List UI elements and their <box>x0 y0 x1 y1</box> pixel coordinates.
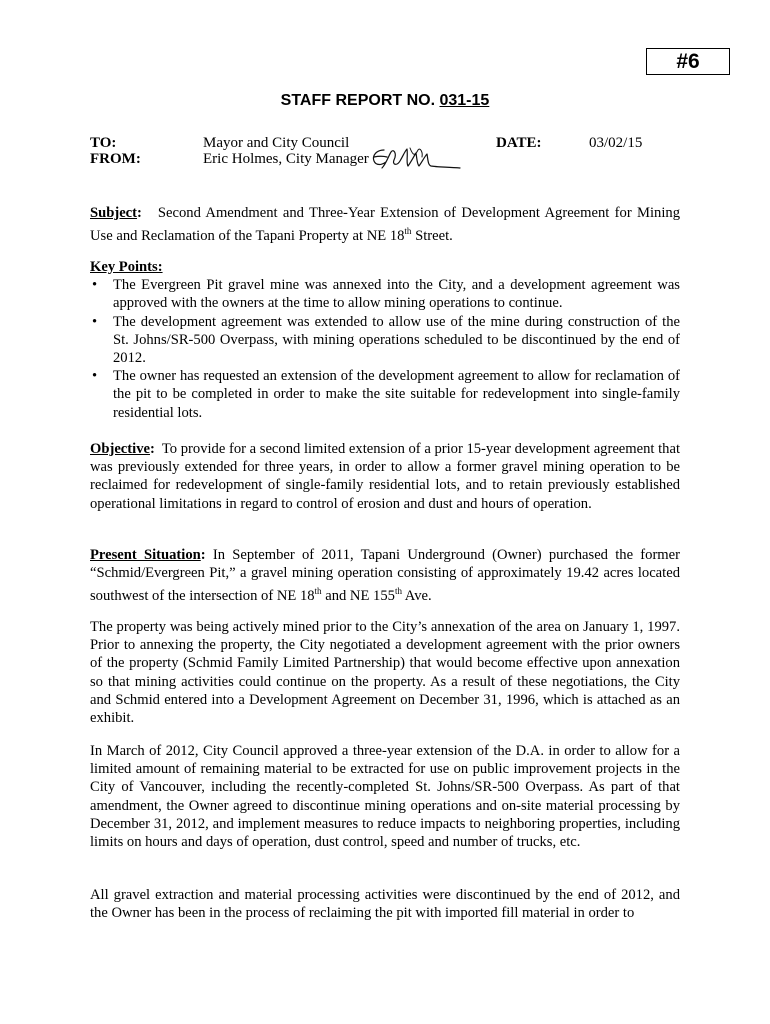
signature-image <box>370 144 462 174</box>
from-label: FROM: <box>90 151 141 167</box>
list-item: • The owner has requested an extension of the development agreement to allow for reclamation of the pit to be completed in order to make the site suitable for redevelopment into single-family residential lots. <box>90 367 680 422</box>
subject-text-end: Street. <box>411 228 453 245</box>
body-paragraph: The property was being actively mined prior to the City’s annexation of the area on January 1, 1997. Prior to annexing the property, the City negotiated a development agreement with the prior owners of the property (Schmid Family Limited Partnership) that would become effective upon annexation so that mining activities could continue on the property. As a result of these negotiations, the City and Schmid entered into a Development Agreement on December 31, 1996, which is attached as an exhibit. <box>90 619 680 727</box>
report-title <box>0 92 770 110</box>
subject-superscript: th <box>404 226 412 237</box>
present-situation-paragraph: Present Situation: In September of 2011, Tapani Underground (Owner) purchased the former “Schmid/Evergreen Pit,” a gravel mining operation consisting of approximately 19.42 acres located southwest of the intersection of NE 18th and NE 155th Ave. <box>90 547 680 605</box>
objective-label: Objective <box>90 441 150 457</box>
body-paragraph: All gravel extraction and material processing activities were discontinued by the end of 2012, and the Owner has been in the process of reclaiming the pit with imported fill material in order to <box>90 887 680 922</box>
body-paragraph: In March of 2012, City Council approved a three-year extension of the D.A. in order to allow for a limited amount of remaining material to be extracted for use on public improvement projects in the City of Vancouver, including the recently-completed St. Johns/SR-500 Overpass. As part of that amendment, the Owner agreed to discontinue mining operations and on-site material processing by December 31, 2012, and implement measures to reduce impacts to neighboring properties, including limits on hours and days of operation, dust control, speed and number of trucks, etc. <box>90 743 680 851</box>
to-value: Mayor and City Council <box>203 135 350 151</box>
from-value: Eric Holmes, City Manager <box>203 151 369 167</box>
present-situation-label: Present Situation <box>90 547 201 563</box>
key-points-label: Key Points: <box>90 259 163 275</box>
item-number-box <box>646 48 730 75</box>
date-label: DATE: <box>496 135 542 151</box>
key-points-section <box>90 258 680 422</box>
subject-text: Second Amendment and Three-Year Extension of Development Agreement for Mining Use and Reclamation of the Tapani Property at NE 18 <box>90 205 680 245</box>
subject-paragraph: Subject: Second Amendment and Three-Year Extension of Development Agreement for Mining Use and Reclamation of the Tapani Property at NE 18th Street. <box>90 205 680 245</box>
present-situation-text: Ave. <box>401 588 432 605</box>
item-number: #6 <box>676 50 700 73</box>
objective-text: To provide for a second limited extension of a prior 15-year development agreement that was previously extended for three years, in order to allow a former gravel mining operation to be reclaimed for redevelopment of single-family residential lots, and to retain previously established operational limitations in regard to control of erosion and dust and hours of operation. <box>90 441 680 512</box>
objective-paragraph: Objective: To provide for a second limited extension of a prior 15-year development agreement that was previously extended for three years, in order to allow a former gravel mining operation to be reclaimed for redevelopment of single-family residential lots, and to retain previously established operational limitations in regard to control of erosion and dust and hours of operation. <box>90 441 680 512</box>
report-title-prefix: STAFF REPORT NO. <box>280 92 440 109</box>
report-number: 031-15 <box>439 92 490 109</box>
list-item: • The development agreement was extended to allow use of the mine during construction of the St. Johns/SR-500 Overpass, with mining operations scheduled to be discontinued by the end of 2012. <box>90 313 680 368</box>
superscript: th <box>314 586 322 597</box>
subject-label: Subject <box>90 205 138 221</box>
date-value: 03/02/15 <box>589 135 643 151</box>
present-situation-text: and NE 155 <box>321 588 395 605</box>
key-points-list <box>90 276 680 422</box>
to-label: TO: <box>90 135 117 151</box>
present-situation-text: In September of 2011, Tapani Underground (Owner) purchased the former “Schmid/Evergreen Pit,” a gravel mining operation consisting of approximately 19.42 acres located southwest of the intersection of NE 18 <box>90 547 680 605</box>
superscript: th <box>394 586 402 597</box>
list-item: • The Evergreen Pit gravel mine was annexed into the City, and a development agreement was approved with the owners at the time to allow mining operations to continue. <box>90 276 680 312</box>
